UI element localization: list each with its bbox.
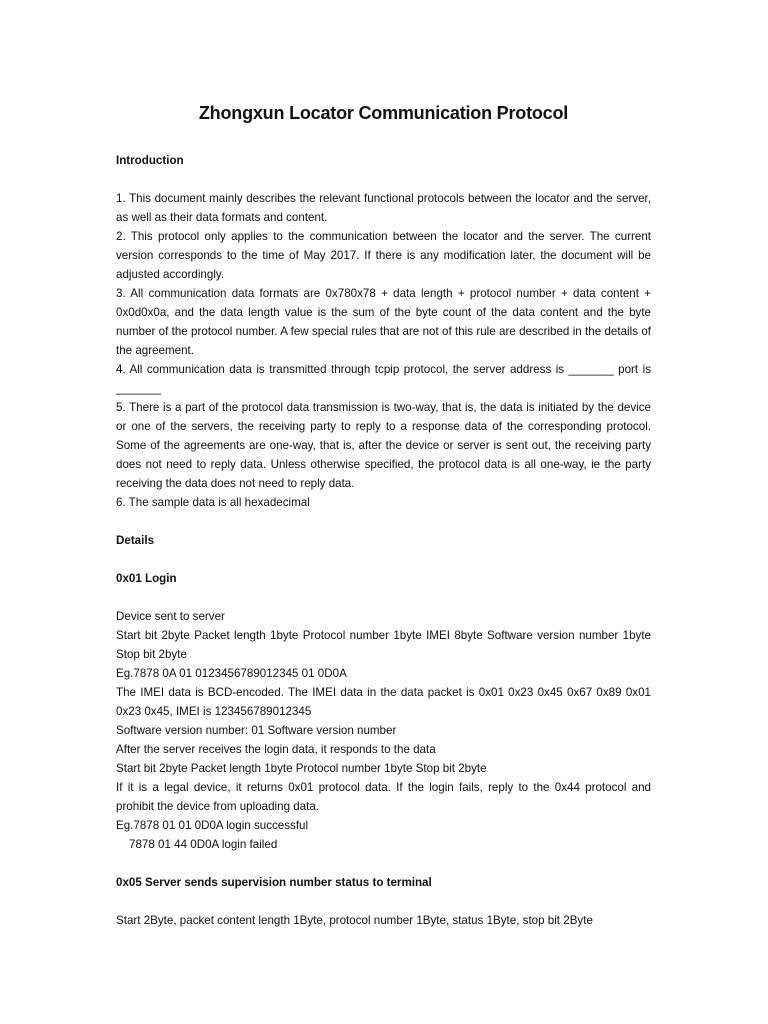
login-line-1: Device sent to server: [116, 610, 225, 623]
supervision-line: Start 2Byte, packet content length 1Byte, protocol number 1Byte, status 1Byte, stop bit 2Byte: [116, 914, 593, 927]
login-line-5: Software version number: 01 Software version number: [116, 724, 397, 737]
login-line-4: The IMEI data is BCD-encoded. The IMEI data in the data packet is 0x01 0x23 0x45 0x67 0x89 0x01 0x23 0x45, IMEI is 123456789012345: [116, 686, 651, 718]
intro-item-5: 5. There is a part of the protocol data transmission is two-way, that is, the data is initiated by the device or one of the servers, the receiving party to reply to a response data of the corresponding protocol. Some of the agreements are one-way, that is, after the device or server is sent out, the receiving party does not need to reply data. Unless otherwise specified, the protocol data is all one-way, ie the party receiving the data does not need to reply data.: [116, 401, 651, 490]
login-line-7: Start bit 2byte Packet length 1byte Protocol number 1byte Stop bit 2byte: [116, 762, 487, 775]
intro-item-3: 3. All communication data formats are 0x780x78 + data length + protocol number + data content + 0x0d0x0a, and the data length value is the sum of the byte count of the data content and the byte number of the protocol number. A few special rules that are not of this rule are described in the details of the agreement.: [116, 287, 651, 357]
login-line-6: After the server receives the login data, it responds to the data: [116, 743, 436, 756]
intro-item-1: 1. This document mainly describes the relevant functional protocols between the locator and the server, as well as their data formats and content.: [116, 192, 651, 224]
supervision-heading: 0x05 Server sends supervision number status to terminal: [116, 876, 432, 889]
login-line-2: Start bit 2byte Packet length 1byte Protocol number 1byte IMEI 8byte Software version number 1byte Stop bit 2byte: [116, 629, 651, 661]
login-line-3: Eg.7878 0A 01 0123456789012345 01 0D0A: [116, 667, 347, 680]
details-heading: Details: [116, 534, 155, 547]
introduction-heading: Introduction: [116, 154, 184, 167]
document-title: Zhongxun Locator Communication Protocol: [198, 103, 569, 123]
document-body: [116, 151, 651, 930]
login-fail-example: 7878 01 44 0D0A login failed: [129, 838, 278, 851]
intro-item-6: 6. The sample data is all hexadecimal: [116, 496, 310, 509]
login-line-8: If it is a legal device, it returns 0x01 protocol data. If the login fails, reply to the 0x44 protocol and prohibit the device from uploading data.: [116, 781, 651, 813]
login-line-9: Eg.7878 01 01 0D0A login successful: [116, 819, 309, 832]
intro-item-2: 2. This protocol only applies to the communication between the locator and the server. The current version corresponds to the time of May 2017. If there is any modification later, the document will be adjusted accordingly.: [116, 230, 651, 281]
intro-item-4: 4. All communication data is transmitted through tcpip protocol, the server address is _______ port is _______: [116, 363, 651, 395]
login-heading: 0x01 Login: [116, 572, 177, 585]
